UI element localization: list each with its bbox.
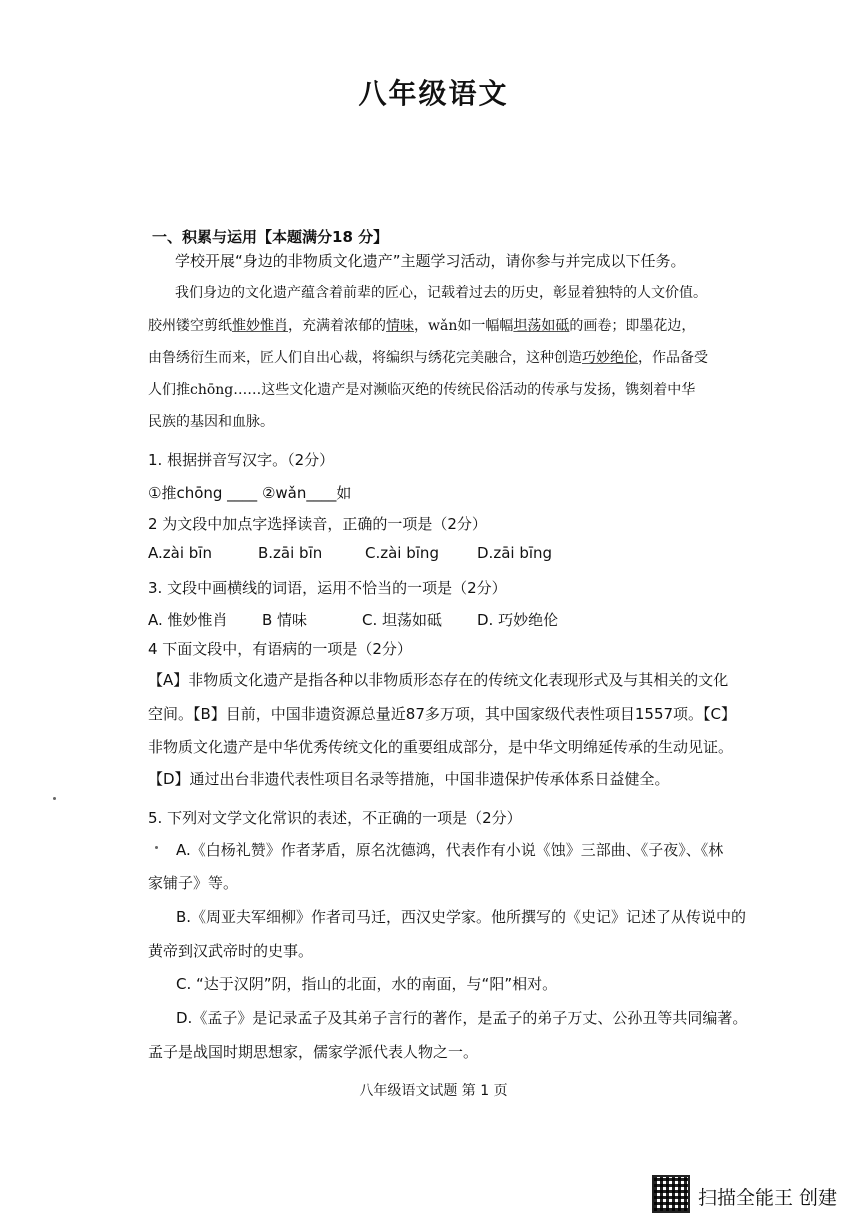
question-1-answer: ①推chōng ____ ②wǎn____如 (148, 484, 352, 502)
passage-line-2 (148, 315, 695, 335)
question-5-option-a-line-2: 家铺子》等。 (148, 874, 239, 892)
question-4-line-1: 【A】非物质文化遗产是指各种以非物质形态存在的传统文化表现形式及与其相关的文化 (148, 671, 729, 689)
question-5-stem: 5. 下列对文学文化常识的表述，不正确的一项是（2分） (148, 809, 522, 827)
underlined-word: 坦荡如砥 (513, 318, 570, 334)
passage-text: ，wǎn如一幅幅 (414, 318, 514, 334)
question-5-option-a-line-1: A.《白杨礼赞》作者茅盾，原名沈德鸿，代表作有小说《蚀》三部曲、《子夜》、《林 (176, 841, 724, 859)
question-4-stem: 4 下面文段中，有语病的一项是（2分） (148, 640, 412, 658)
question-3-option-c: C. 坦荡如砥 (362, 611, 443, 629)
passage-text: 由鲁绣衍生而来，匠人们自出心裁，将编织与绣花完美融合，这种创造 (148, 350, 582, 366)
passage-line-5: 民族的基因和血脉。 (148, 414, 274, 430)
question-3-option-d: D. 巧妙绝伦 (477, 611, 559, 629)
passage-text: ，充满着浓郁的 (288, 318, 386, 334)
watermark-text: 扫描全能王 创建 (698, 1187, 838, 1209)
question-2-stem: 2 为文段中加点字选择读音，正确的一项是（2分） (148, 515, 487, 533)
question-3-option-b: B 情味 (262, 611, 308, 629)
question-1-stem: 1. 根据拼音写汉字。（2分） (148, 451, 335, 469)
passage-line-4: 人们推chōng……这些文化遗产是对濒临灭绝的传统民俗活动的传承与发扬，镌刻着中华 (148, 382, 696, 398)
scan-speck (155, 846, 158, 849)
question-3-stem: 3. 文段中画横线的词语，运用不恰当的一项是（2分） (148, 579, 507, 597)
section-intro: 学校开展“身边的非物质文化遗产”主题学习活动，请你参与并完成以下任务。 (175, 252, 686, 270)
question-5-option-b-line-1: B.《周亚夫军细柳》作者司马迁，西汉史学家。他所撰写的《史记》记述了从传说中的 (176, 908, 747, 926)
passage-text: 胶州镂空剪纸 (148, 318, 232, 334)
passage-text: ，作品备受 (638, 350, 708, 366)
section-heading: 一、积累与运用【本题满分18 分】 (152, 228, 389, 246)
question-3-option-a: A. 惟妙惟肖 (148, 611, 228, 629)
passage-text: 的画卷；即墨花边， (569, 318, 696, 334)
qr-code-icon (652, 1175, 690, 1213)
scanner-watermark (652, 1175, 862, 1215)
question-5-option-b-line-2: 黄帝到汉武帝时的史事。 (148, 942, 314, 960)
question-2-option-d: D.zāi bīng (477, 544, 553, 562)
underlined-word: 巧妙绝伦 (582, 350, 638, 366)
underlined-word: 情味 (386, 318, 414, 334)
question-5-option-d-line-1: D.《孟子》是记录孟子及其弟子言行的著作，是孟子的弟子万丈、公孙丑等共同编著。 (176, 1009, 748, 1027)
question-2-option-c: C.zài bīng (365, 544, 439, 562)
question-2-option-b: B.zāi bīn (258, 544, 323, 562)
question-5-option-d-line-2: 孟子是战国时期思想家，儒家学派代表人物之一。 (148, 1043, 479, 1061)
underlined-word: 惟妙惟肖 (232, 318, 288, 334)
page-title: 八年级语文 (358, 77, 509, 110)
question-4-line-2: 空间。【B】目前，中国非遗资源总量近87多万项，其中国家级代表性项目1557项。【C】 (148, 705, 737, 723)
passage-line-3 (148, 347, 708, 367)
question-4-line-3: 非物质文化遗产是中华优秀传统文化的重要组成部分，是中华文明绵延传承的生动见证。 (148, 738, 734, 756)
question-5-option-c: C. “达于汉阴”阴，指山的北面，水的南面，与“阳”相对。 (176, 975, 558, 993)
question-4-line-4: 【D】通过出台非遗代表性项目名录等措施，中国非遗保护传承体系日益健全。 (148, 770, 670, 788)
scan-speck (53, 797, 56, 800)
passage-line-1: 我们身边的文化遗产蕴含着前辈的匠心，记载着过去的历史，彰显着独特的人文价值。 (175, 285, 707, 301)
page-footer: 八年级语文试题 第 1 页 (359, 1083, 508, 1099)
question-2-option-a: A.zài bīn (148, 544, 212, 562)
